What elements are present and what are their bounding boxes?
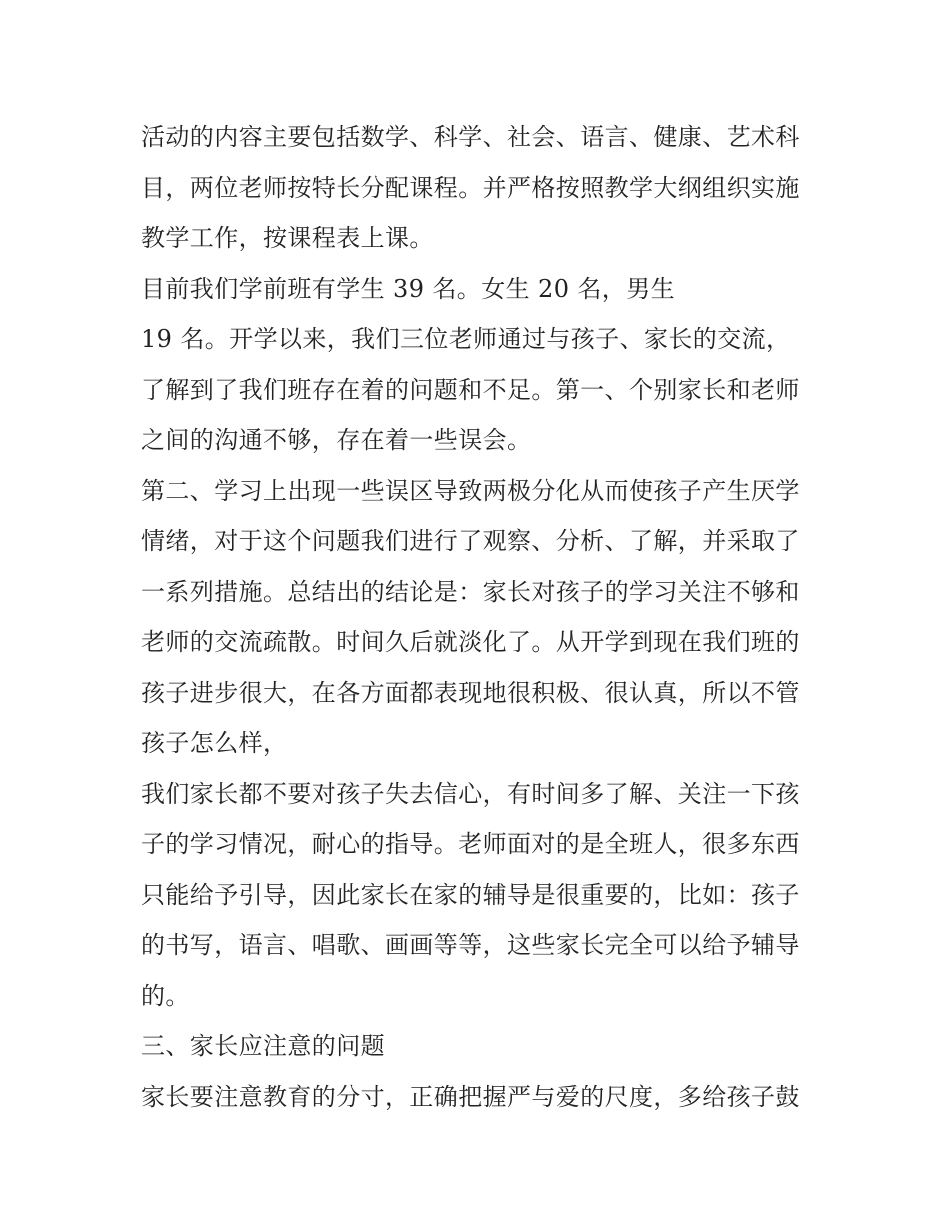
text-line: 家长要注意教育的分寸，正确把握严与爱的尺度，多给孩子鼓 (141, 1082, 800, 1111)
text-line: 只能给予引导，因此家长在家的辅导是很重要的，比如：孩子 (141, 880, 800, 909)
text-line: 子的学习情况，耐心的指导。老师面对的是全班人，很多东西 (141, 830, 800, 858)
text-line: 我们家长都不要对孩子失去信心，有时间多了解、关注一下孩 (141, 779, 800, 808)
document-body (141, 112, 821, 1122)
text-line: 情绪，对于这个问题我们进行了观察、分析、了解，并采取了 (141, 527, 800, 555)
section-heading: 三、家长应注意的问题 (141, 1032, 385, 1060)
text-line: 活动的内容主要包括数学、科学、社会、语言、健康、艺术科 (141, 123, 800, 151)
text-line: 一系列措施。总结出的结论是：家长对孩子的学习关注不够和 (141, 577, 800, 606)
text-line: 目，两位老师按特长分配课程。并严格按照教学大纲组织实施 (141, 173, 800, 202)
text-line: 孩子进步很大，在各方面都表现地很积极、很认真，所以不管 (141, 678, 800, 707)
text-line: 教学工作，按课程表上课。 (141, 224, 434, 252)
text-line: 19 名。开学以来，我们三位老师通过与孩子、家长的交流， (141, 325, 791, 353)
text-line: 老师的交流疏散。时间久后就淡化了。从开学到现在我们班的 (141, 628, 800, 656)
text-line: 孩子怎么样， (141, 729, 288, 757)
text-line: 的书写，语言、唱歌、画画等等，这些家长完全可以给予辅导 (141, 931, 800, 959)
text-line: 之间的沟通不够，存在着一些误会。 (141, 426, 532, 454)
text-line: 了解到了我们班存在着的问题和不足。第一、个别家长和老师 (141, 375, 800, 404)
text-line: 第二、学习上出现一些误区导致两极分化从而使孩子产生厌学 (141, 476, 800, 505)
text-line: 的。 (141, 981, 190, 1010)
text-line: 目前我们学前班有学生 39 名。女生 20 名，男生 (141, 274, 675, 303)
